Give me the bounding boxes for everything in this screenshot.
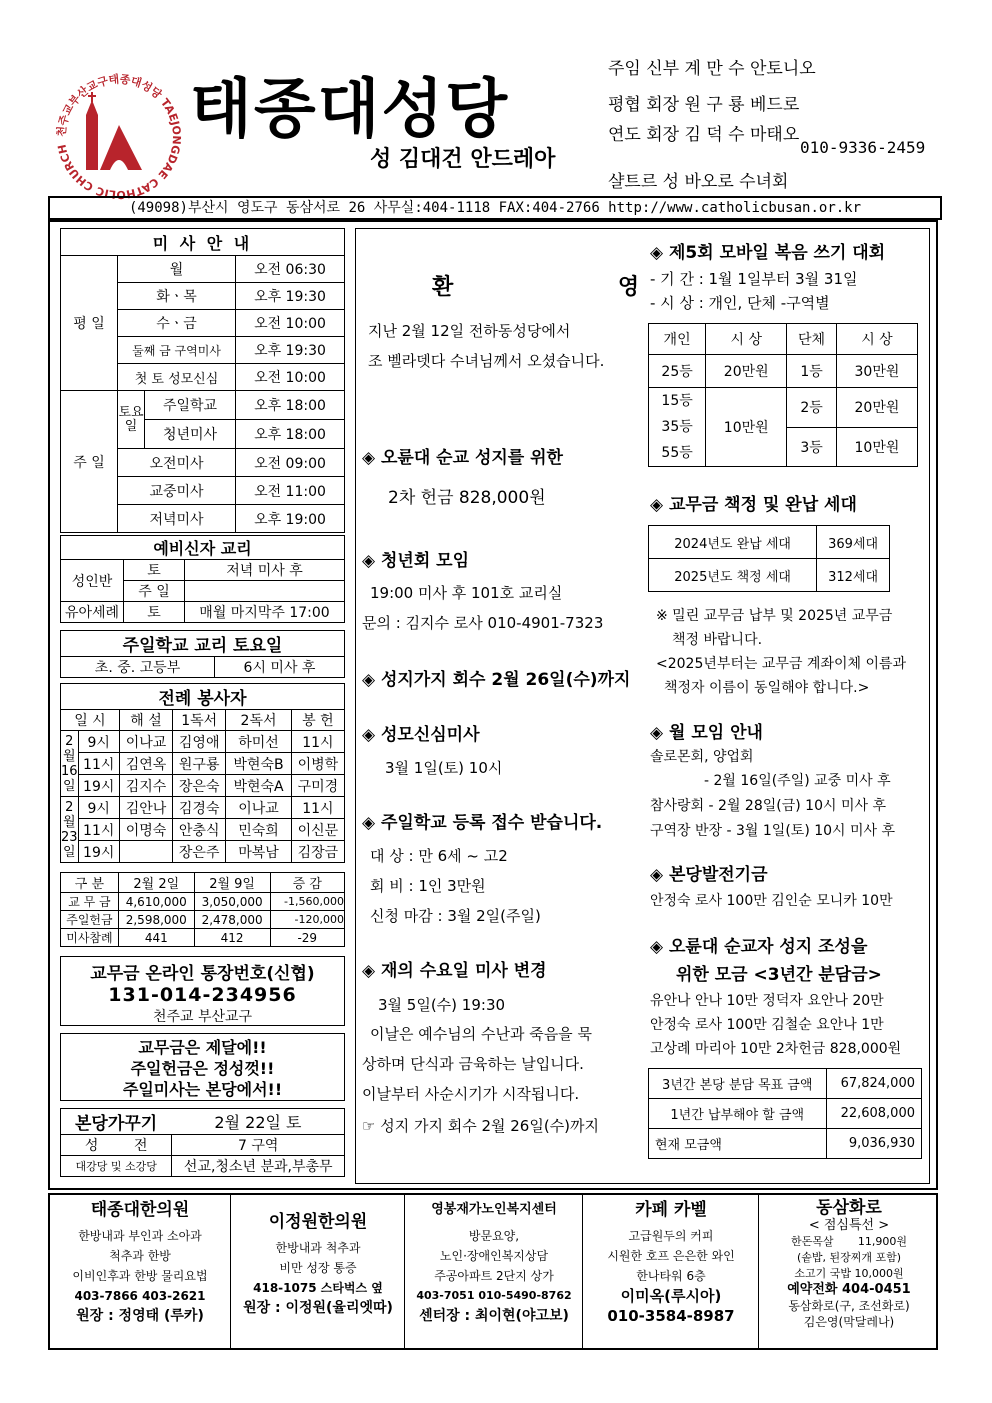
sunday-school-who: 초. 중. 고등부 <box>61 657 215 678</box>
saturday-label: 토요일 <box>118 391 145 448</box>
youth-line: 19:00 미사 후 101호 교리실 <box>370 584 563 602</box>
church-patron: 성 김대건 안드레아 <box>370 147 556 172</box>
prize-cell: 30만원 <box>836 355 917 388</box>
stats-header: 증 감 <box>270 873 344 893</box>
liturgy-cell: 박현숙B <box>226 753 291 775</box>
mass-name: 둘째 금 구역미사 <box>118 337 236 363</box>
ad-divider <box>404 1195 405 1348</box>
prize-header: 단체 <box>787 324 837 355</box>
goal-cell: 67,824,000 <box>826 1069 922 1099</box>
pastor: 주임 신부 계 만 수 안토니오 <box>608 59 816 79</box>
liturgy-cell: 19시 <box>78 775 119 797</box>
fund-line: 안정숙 로사 100만 김인순 모니카 10만 <box>650 893 893 909</box>
mass-name: 오전미사 <box>118 449 236 476</box>
liturgy-cell: 김영애 <box>173 731 226 753</box>
ad-hospital-lee <box>233 1200 403 1350</box>
dues-cell: 2024년도 완납 세대 <box>649 526 817 559</box>
liturgy-cell: 박현숙A <box>226 775 291 797</box>
registration-line: 대 상 : 만 6세 ~ 고2 <box>370 847 508 865</box>
prize-cell: 20만원 <box>836 388 917 428</box>
liturgy-offer: 11시 <box>291 797 344 819</box>
sisters: 샬트르 성 바오로 수녀회 <box>608 172 789 192</box>
ad-line: 주공아파트 2단지 상가 <box>434 1269 554 1283</box>
ad-line: 한방내과 척추과 <box>275 1241 361 1255</box>
stats-cell: 교 무 금 <box>61 893 119 911</box>
decor-table <box>60 1108 345 1177</box>
prize-cell: 2등 <box>787 388 837 428</box>
ad-line: 이비인후과 한방 물리요법 <box>72 1269 208 1283</box>
liturgy-header: 2독서 <box>226 710 291 731</box>
mass-time: 오전 10:00 <box>254 370 326 386</box>
ad-line: 시원한 호프 은은한 와인 <box>607 1249 735 1263</box>
oryundae-title: ◈ 오륜대 순교 성지를 위한 <box>362 448 563 468</box>
ash-title: ◈ 재의 수요일 미사 변경 <box>362 961 547 981</box>
shrine-line: 고상례 마리아 10만 2차헌금 828,000원 <box>650 1041 902 1057</box>
ash-line: 이날은 예수님의 수난과 죽음을 묵 <box>370 1025 592 1043</box>
catechumen-table <box>60 535 345 623</box>
liturgy-cell: 이나교 <box>226 797 291 819</box>
mass-name: 월 <box>118 256 236 282</box>
mass-time: 오후 18:00 <box>254 427 326 443</box>
liturgy-header: 일 시 <box>61 710 120 731</box>
shrine-subtitle: 위한 모금 <3년간 분담금> <box>676 965 882 985</box>
mary-line: 3월 1일(토) 10시 <box>385 759 503 777</box>
decor-date: 2월 22일 토 <box>172 1109 345 1135</box>
decor-cell: 성 전 <box>61 1135 172 1156</box>
youth-title: ◈ 청년회 모임 <box>362 551 470 571</box>
fund-title: ◈ 본당발전기금 <box>650 865 768 885</box>
ad-welfare-center <box>407 1200 581 1350</box>
phone: 010-9336-2459 <box>800 138 926 157</box>
decor-title: 본당가꾸기 <box>75 1114 158 1134</box>
stats-cell: 4,610,000 <box>118 893 194 911</box>
stats-table <box>60 872 345 947</box>
liturgy-cell: 김연옥 <box>119 753 172 775</box>
mass-name: 수ㆍ금 <box>118 310 236 336</box>
mass-name: 교중미사 <box>118 477 236 504</box>
liturgy-title: 전례 봉사자 <box>61 684 345 710</box>
ash-line: ☞ 성지 가지 회수 2월 26일(수)까지 <box>362 1117 600 1135</box>
mass-time: 오전 10:00 <box>254 316 326 332</box>
slogan-box <box>60 1033 345 1101</box>
account-owner: 천주교 부산교구 <box>152 1009 253 1025</box>
palm-return: ◈ 성지가지 회수 2월 26일(수)까지 <box>362 670 631 690</box>
liturgy-table <box>60 683 345 863</box>
ad-divider <box>758 1195 759 1348</box>
ad-line: 원장 : 이정원(율리엣따) <box>243 1300 393 1316</box>
goal-cell: 3년간 본당 분담 목표 금액 <box>649 1069 827 1099</box>
liturgy-offer: 이병학 <box>291 753 344 775</box>
infant-baptism: 유아세례 <box>61 602 124 623</box>
shrine-line: 안정숙 로사 100만 김철순 요안나 1만 <box>650 1017 884 1033</box>
welcome-line: 조 벨라뎃다 수녀님께서 오셨습니다. <box>368 352 605 370</box>
prize-cell: 10만원 <box>706 388 787 467</box>
ad-line: 한방내과 부인과 소아과 <box>78 1229 202 1243</box>
council-president: 평협 회장 원 구 룡 베드로 <box>608 95 800 115</box>
adult-sun-time <box>185 581 345 602</box>
mass-name: 첫 토 성모신심 <box>118 364 236 390</box>
liturgy-cell <box>119 841 172 863</box>
stats-cell: -120,000 <box>270 911 344 929</box>
mass-time: 오전 09:00 <box>254 455 326 472</box>
mass-schedule <box>60 228 345 533</box>
stats-header: 2월 9일 <box>194 873 270 893</box>
prize-rank: 15등 <box>661 393 693 409</box>
liturgy-offer: 구미경 <box>291 775 344 797</box>
liturgy-cell: 김경숙 <box>173 797 226 819</box>
dues-cell: 369세대 <box>817 526 890 559</box>
mass-time: 오후 19:30 <box>254 289 326 305</box>
liturgy-cell: 김지수 <box>119 775 172 797</box>
slogan-line: 주일미사는 본당에서!! <box>122 1080 283 1099</box>
ash-line: 상하며 단식과 금육하는 날입니다. <box>362 1055 584 1073</box>
liturgy-date: 2월16일 <box>61 731 79 797</box>
shrine-line: 유안나 안나 10만 정덕자 요안나 20만 <box>650 993 884 1009</box>
liturgy-cell: 하미선 <box>226 731 291 753</box>
catechumen-title: 예비신자 교리 <box>61 536 345 560</box>
slogan-line: 교무금은 제달에!! <box>138 1038 267 1057</box>
sunday-school-title: 주일학교 교리 토요일 <box>61 631 345 657</box>
slogan-line: 주일헌금은 정성껏!! <box>130 1059 275 1078</box>
stats-cell: 3,050,000 <box>194 893 270 911</box>
prize-header: 개인 <box>649 324 706 355</box>
monthly-line: 참사랑회 - 2월 28일(금) 10시 미사 후 <box>650 798 886 814</box>
liturgy-offer: 이신문 <box>291 819 344 841</box>
ad-name: 이정원한의원 <box>268 1212 368 1232</box>
dues-note: 책정 바랍니다. <box>672 632 763 648</box>
stats-cell: 2,478,000 <box>194 911 270 929</box>
church-logo <box>52 70 187 205</box>
ad-line: 418-1075 스타벅스 옆 <box>253 1281 383 1295</box>
prize-cell: 10만원 <box>836 427 917 467</box>
liturgy-header: 1독서 <box>173 710 226 731</box>
monthly-line: 솔로몬회, 양업회 <box>650 749 754 765</box>
contest-title: ◈ 제5회 모바일 복음 쓰기 대회 <box>650 243 886 263</box>
ad-line: 비만 성장 통증 <box>279 1261 357 1275</box>
ad-line: 원장 : 정영태 (루카) <box>76 1308 204 1324</box>
ash-line: 이날부터 사순시기가 시작됩니다. <box>362 1085 580 1103</box>
mass-title: 미 사 안 내 <box>61 229 345 256</box>
ad-line: (솥밥, 된장찌개 포함) <box>796 1251 902 1264</box>
ad-name: 카페 카벨 <box>635 1200 707 1220</box>
stats-cell: 412 <box>194 929 270 947</box>
yeondo-president: 연도 회장 김 덕 수 마태오 <box>608 125 800 145</box>
monthly-title: ◈ 월 모임 안내 <box>650 723 763 743</box>
liturgy-cell: 11시 <box>78 819 119 841</box>
prize-cell: 25등 <box>649 355 706 388</box>
stats-header: 2월 2일 <box>118 873 194 893</box>
registration-title: ◈ 주일학교 등록 접수 받습니다. <box>362 813 603 833</box>
liturgy-cell: 장은주 <box>173 841 226 863</box>
weekday-label: 평 일 <box>61 256 118 391</box>
ad-divider <box>230 1195 231 1348</box>
ad-line: < 점심특선 > <box>808 1218 890 1233</box>
mass-time: 오후 19:00 <box>254 511 326 528</box>
mass-name: 저녁미사 <box>118 505 236 532</box>
welcome-title: 환 영 <box>432 275 648 300</box>
goal-cell: 1년간 납부해야 할 금액 <box>649 1099 827 1129</box>
stats-cell: -29 <box>270 929 344 947</box>
liturgy-cell: 안충식 <box>173 819 226 841</box>
ash-line: 3월 5일(수) 19:30 <box>378 996 506 1014</box>
liturgy-cell: 원구룡 <box>173 753 226 775</box>
dues-table <box>648 525 890 592</box>
ad-line: 고급원두의 커피 <box>628 1229 714 1243</box>
youth-contact: 문의 : 김지수 로사 010-4901-7323 <box>362 614 604 632</box>
ad-restaurant <box>762 1200 936 1350</box>
ad-line: 403-7051 010-5490-8762 <box>416 1289 572 1302</box>
ad-name: 영봉재가노인복지센터 <box>431 1202 557 1217</box>
stats-cell: 441 <box>118 929 194 947</box>
liturgy-offer: 김장금 <box>291 841 344 863</box>
prize-cell: 20만원 <box>706 355 787 388</box>
dues-title: ◈ 교무금 책정 및 완납 세대 <box>650 495 857 515</box>
monthly-line: 구역장 반장 - 3월 1일(토) 10시 미사 후 <box>650 823 896 839</box>
goal-cell: 9,036,930 <box>826 1129 922 1159</box>
ad-cafe <box>585 1200 757 1350</box>
prize-rank: 35등 <box>661 419 693 435</box>
mass-name: 화ㆍ목 <box>118 283 236 309</box>
church-title: 태종대성당 <box>190 73 510 147</box>
adult-sat-time: 저녁 미사 후 <box>185 560 345 581</box>
dues-note: ※ 밀린 교무금 납부 및 2025년 교무금 <box>656 608 893 624</box>
dues-cell: 312세대 <box>817 559 890 592</box>
mass-time: 오후 19:30 <box>254 343 326 359</box>
mass-time: 오전 06:30 <box>254 262 326 278</box>
decor-cell: 대강당 및 소강당 <box>61 1156 172 1177</box>
mass-name: 주일학교 <box>145 391 236 420</box>
prize-cell: 1등 <box>787 355 837 388</box>
liturgy-date: 2월23일 <box>61 797 79 863</box>
ad-name: 동삼화로 <box>816 1198 882 1218</box>
address-bar: (49098)부산시 영도구 동삼서로 26 사무실:404-1118 FAX:404-2766 http://www.catholicbusan.or.kr <box>48 196 942 220</box>
liturgy-cell: 9시 <box>78 797 119 819</box>
prize-header: 시 상 <box>706 324 787 355</box>
ad-line: 한돈목살 11,900원 <box>790 1235 908 1248</box>
welcome-line: 지난 2월 12일 전하동성당에서 <box>368 322 571 340</box>
prize-rank: 55등 <box>661 445 693 461</box>
liturgy-header: 해 설 <box>119 710 172 731</box>
liturgy-header: 봉 헌 <box>291 710 344 731</box>
ad-line: 센터장 : 최이현(야고보) <box>419 1308 569 1324</box>
ad-line: 이미옥(루시아) <box>620 1287 722 1305</box>
prize-table <box>648 323 918 467</box>
sunday-label: 주 일 <box>61 391 118 533</box>
prize-cell: 3등 <box>787 427 837 467</box>
mass-name: 청년미사 <box>145 420 236 449</box>
ad-line: 예약전화 404-0451 <box>787 1282 911 1297</box>
stats-header: 구 분 <box>61 873 119 893</box>
goal-cell: 현재 모금액 <box>649 1129 827 1159</box>
ad-line: 동삼화로(구, 조선화로) <box>788 1299 910 1313</box>
dues-note: <2025년부터는 교무금 계좌이체 이름과 <box>656 656 907 672</box>
dues-note: 책정자 이름이 동일해야 합니다.> <box>664 680 870 696</box>
stats-cell: -1,560,000 <box>270 893 344 911</box>
contest-period: - 기 간 : 1월 1일부터 3월 31일 <box>650 270 858 288</box>
stats-cell: 2,598,000 <box>118 911 194 929</box>
sunday-school-table <box>60 630 345 678</box>
registration-line: 회 비 : 1인 3만원 <box>370 877 486 895</box>
monthly-line: - 2월 16일(주일) 교중 미사 후 <box>704 773 891 789</box>
shrine-title: ◈ 오륜대 순교자 성지 조성을 <box>650 937 868 957</box>
decor-cell: 선교,청소년 분과,부총무 <box>172 1156 345 1177</box>
liturgy-cell: 이나교 <box>119 731 172 753</box>
liturgy-cell: 장은숙 <box>173 775 226 797</box>
adult-sun: 주 일 <box>124 581 185 602</box>
ad-line: 010-3584-8987 <box>607 1307 735 1325</box>
adult-class: 성인반 <box>61 560 124 602</box>
adult-sat: 토 <box>124 560 185 581</box>
oryundae-amount: 2차 헌금 828,000원 <box>388 488 546 508</box>
liturgy-cell: 민숙희 <box>226 819 291 841</box>
account-box <box>60 956 345 1026</box>
liturgy-cell: 김안나 <box>119 797 172 819</box>
dues-cell: 2025년도 책정 세대 <box>649 559 817 592</box>
ad-hospital-taejong <box>52 1200 228 1350</box>
svg-text:천주교부산교구태종대성당 TAEJONGDAE CATHOL: 천주교부산교구태종대성당 TAEJONGDAE CATHOLIC CHURCH <box>54 72 184 202</box>
ad-name: 태종대한의원 <box>90 1200 190 1220</box>
ad-line: 척추과 한방 <box>109 1249 171 1263</box>
infant-time: 매월 마지막주 17:00 <box>185 602 345 623</box>
liturgy-cell: 11시 <box>78 753 119 775</box>
contest-prize: - 시 상 : 개인, 단체 -구역별 <box>650 294 830 312</box>
sunday-school-when: 6시 미사 후 <box>215 657 345 678</box>
account-title: 교무금 온라인 통장번호(신협) <box>90 964 315 984</box>
liturgy-offer: 11시 <box>291 731 344 753</box>
decor-cell: 7 구역 <box>172 1135 345 1156</box>
ad-line: 한나타워 6층 <box>636 1269 706 1283</box>
liturgy-cell: 9시 <box>78 731 119 753</box>
goal-table <box>648 1068 922 1159</box>
liturgy-cell: 19시 <box>78 841 119 863</box>
ad-line: 김은영(막달레나) <box>803 1315 895 1329</box>
stats-cell: 주일헌금 <box>61 911 119 929</box>
stats-cell: 미사참례 <box>61 929 119 947</box>
liturgy-cell: 마복남 <box>226 841 291 863</box>
mary-title: ◈ 성모신심미사 <box>362 725 480 745</box>
ad-line: 방문요양, <box>468 1229 520 1243</box>
mass-time: 오전 11:00 <box>254 483 326 500</box>
infant-day: 토 <box>124 602 185 623</box>
account-number: 131-014-234956 <box>108 984 297 1006</box>
ad-line: 403-7866 403-2621 <box>74 1289 206 1303</box>
mass-time: 오후 18:00 <box>236 391 345 420</box>
ad-line: 노인·장애인복지상담 <box>439 1249 549 1263</box>
ad-line: 소고기 국밥 10,000원 <box>794 1267 904 1280</box>
goal-cell: 22,608,000 <box>826 1099 922 1129</box>
ad-divider <box>582 1195 583 1348</box>
liturgy-cell: 이명숙 <box>119 819 172 841</box>
registration-line: 신청 마감 : 3월 2일(주일) <box>370 907 541 925</box>
prize-header: 시 상 <box>836 324 917 355</box>
